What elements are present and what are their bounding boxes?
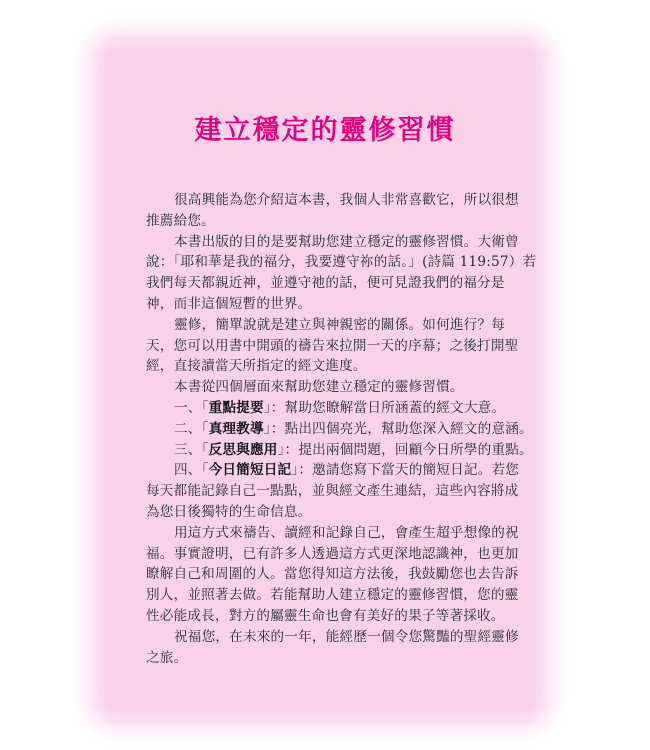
text-line: 性必能成長，對方的屬靈生命也會有美好的果子等著採收。 <box>146 607 505 624</box>
text-line: 福。事實證明，已有許多人透過這方式更深地認識神，也更加 <box>146 545 519 562</box>
text-line: 說：「耶和華是我的福分，我要遵守祢的話。」(詩篇 119:57）若 <box>146 254 537 271</box>
line-prefix: 三、「 <box>174 441 209 458</box>
line-prefix: 一、「 <box>174 399 209 416</box>
text-line: 天，您可以用書中開頭的禱告來拉開一天的序幕；之後打開聖 <box>146 337 519 354</box>
bold-term: 重點提要 <box>208 399 264 416</box>
text-line <box>146 398 522 419</box>
body-text <box>146 190 537 668</box>
bold-term: 真理教導 <box>208 420 264 437</box>
text-line <box>146 440 533 461</box>
text-line: 用這方式來禱告、讀經和記錄自己，會產生超乎想像的祝 <box>174 524 519 541</box>
text-line: 每天都能記錄自己一點點，並與經文產生連結，這些內容將成 <box>146 483 519 500</box>
line-text: 」：幫助您瞭解當日所涵蓋的經文大意。 <box>263 399 506 416</box>
line-text: 」：邀請您寫下當天的簡短日記。若您 <box>291 462 520 479</box>
bold-term: 反思與應用 <box>208 441 278 458</box>
text-line <box>146 460 522 481</box>
text-line: 我們每天都親近神，並遵守祂的話，便可見證我們的福分是 <box>146 275 505 292</box>
text-line: 靈修，簡單說就是建立與神親密的關係。如何進行？每 <box>174 316 506 333</box>
bold-term: 今日簡短日記 <box>208 462 292 479</box>
text-line: 之旅。 <box>146 649 188 666</box>
text-line: 本書從四個層面來幫助您建立穩定的靈修習慣。 <box>174 379 464 396</box>
text-line: 推薦給您。 <box>146 212 215 229</box>
line-prefix: 二、「 <box>174 420 209 437</box>
line-text: 」：點出四個亮光，幫助您深入經文的意涵。 <box>263 420 533 437</box>
text-line <box>146 419 533 440</box>
text-line: 很高興能為您介紹這本書，我個人非常喜歡它，所以很想 <box>174 192 519 208</box>
text-line: 為您日後獨特的生命信息。 <box>146 503 312 520</box>
text-line: 本書出版的目的是要幫助您建立穩定的靈修習慣。大衛曾 <box>174 233 519 250</box>
text-line: 瞭解自己和周圍的人。當您得知這方法後，我鼓勵您也去告訴 <box>146 566 519 583</box>
text-line: 經，直接讀當天所指定的經文進度。 <box>146 358 367 375</box>
line-text: 」：提出兩個問題，回顧今日所學的重點。 <box>277 441 533 458</box>
page-title: 建立穩定的靈修習慣 <box>194 115 456 146</box>
text-line: 神，而非這個短暫的世界。 <box>146 295 312 312</box>
text-line: 祝福您，在未來的一年，能經歷一個令您驚豔的聖經靈修 <box>174 628 519 645</box>
line-prefix: 四、「 <box>174 462 209 479</box>
text-line: 別人，並照著去做。若能幫助人建立穩定的靈修習慣，您的靈 <box>146 587 519 604</box>
